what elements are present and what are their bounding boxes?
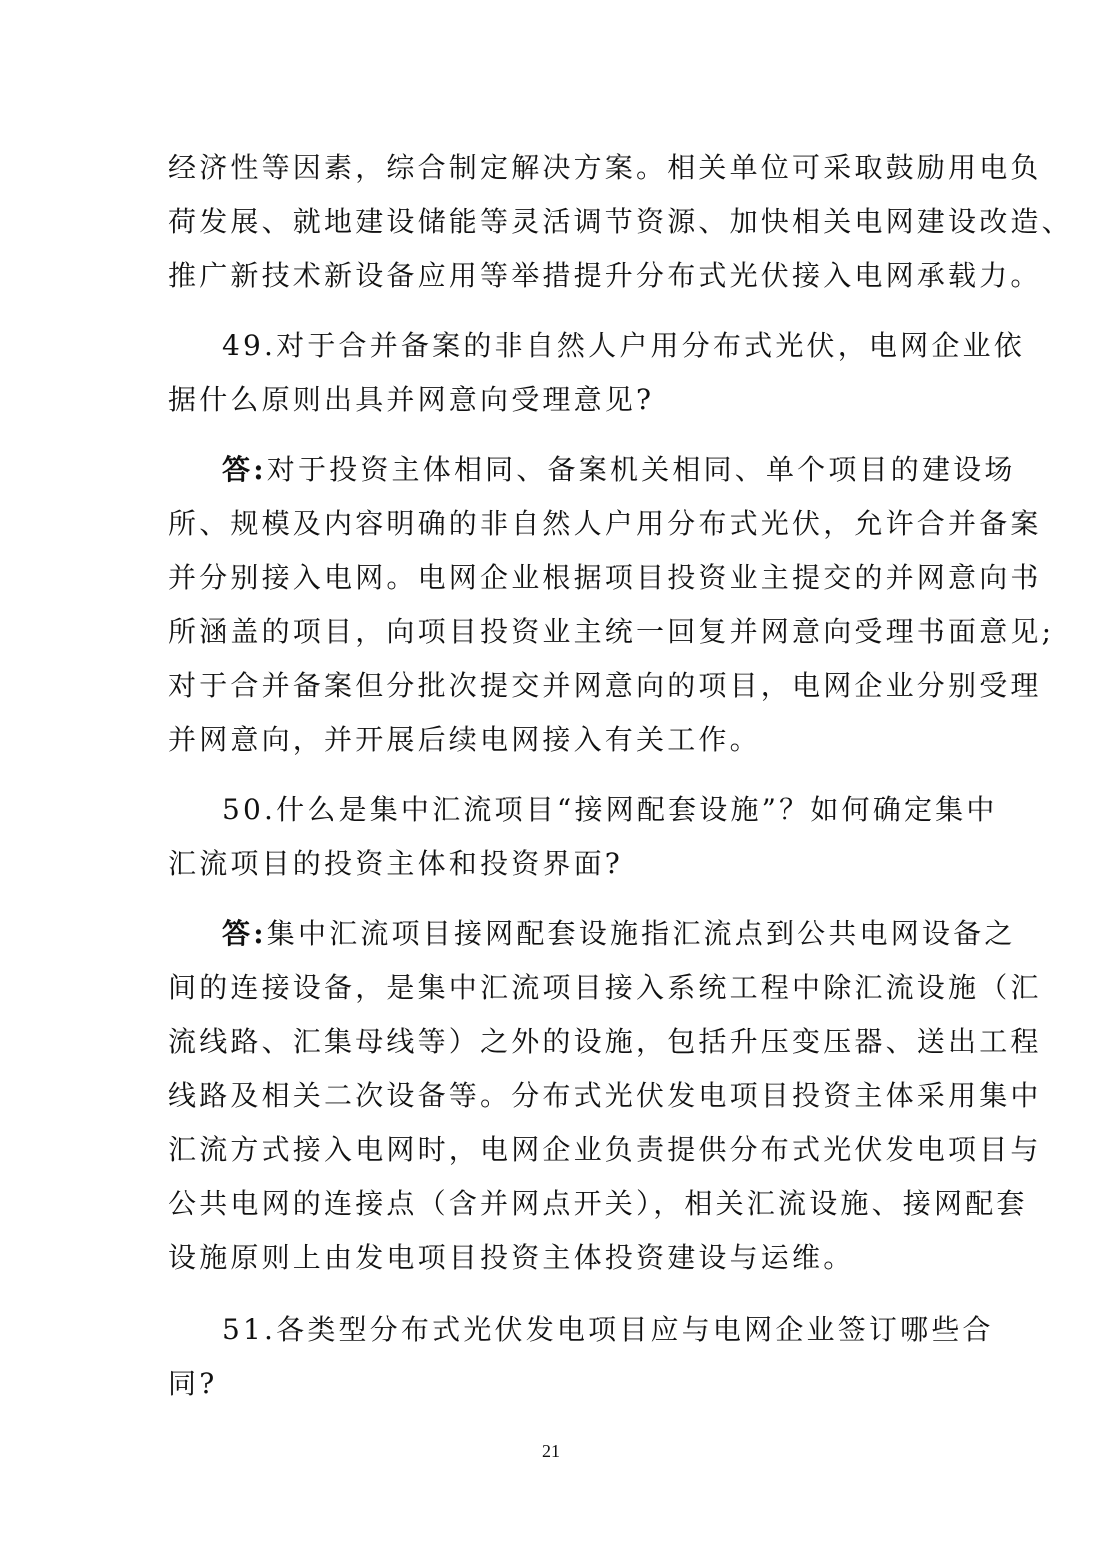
answer-label: 答: xyxy=(222,453,267,486)
answer-50-line: 公共电网的连接点（含并网点开关），相关汇流设施、接网配套 xyxy=(168,1187,1028,1220)
question-49-line: 据什么原则出具并网意向受理意见? xyxy=(168,383,655,416)
answer-49-text: 对于投资主体相同、备案机关相同、单个项目的建设场 xyxy=(266,453,1016,486)
answer-50-line: 汇流方式接入电网时，电网企业负责提供分布式光伏发电项目与 xyxy=(168,1133,1042,1166)
answer-49-line: 并分别接入电网。电网企业根据项目投资业主提交的并网意向书 xyxy=(168,561,1042,594)
answer-label: 答: xyxy=(222,917,267,950)
question-50-line: 汇流项目的投资主体和投资界面? xyxy=(168,847,624,880)
answer-49-line: 所涵盖的项目，向项目投资业主统一回复并网意向受理书面意见; xyxy=(168,615,1055,648)
question-49-line: 49.对于合并备案的非自然人户用分布式光伏，电网企业依 xyxy=(222,329,1025,362)
answer-50-line: 设施原则上由发电项目投资主体投资建设与运维。 xyxy=(168,1241,855,1274)
answer-49-line: 并网意向，并开展后续电网接入有关工作。 xyxy=(168,723,761,756)
body-text-line: 推广新技术新设备应用等举措提升分布式光伏接入电网承载力。 xyxy=(168,259,1042,292)
answer-50-line: 间的连接设备，是集中汇流项目接入系统工程中除汇流设施（汇 xyxy=(168,971,1042,1004)
question-51-line: 51.各类型分布式光伏发电项目应与电网企业签订哪些合 xyxy=(222,1313,994,1346)
answer-50-text: 集中汇流项目接网配套设施指汇流点到公共电网设备之 xyxy=(266,917,1016,950)
question-51-line: 同? xyxy=(168,1367,218,1400)
body-text-line: 经济性等因素，综合制定解决方案。相关单位可采取鼓励用电负 xyxy=(168,151,1042,184)
answer-49-line: 所、规模及内容明确的非自然人户用分布式光伏，允许合并备案 xyxy=(168,507,1042,540)
body-text-line: 荷发展、就地建设储能等灵活调节资源、加快相关电网建设改造、 xyxy=(168,205,1073,238)
answer-49-line xyxy=(222,450,1016,490)
answer-50-line: 线路及相关二次设备等。分布式光伏发电项目投资主体采用集中 xyxy=(168,1079,1042,1112)
page-number: 21 xyxy=(542,1441,560,1461)
answer-50-line xyxy=(222,914,1016,954)
answer-50-line: 流线路、汇集母线等）之外的设施，包括升压变压器、送出工程 xyxy=(168,1025,1042,1058)
question-50-line: 50.什么是集中汇流项目“接网配套设施”？如何确定集中 xyxy=(222,793,998,826)
answer-49-line: 对于合并备案但分批次提交并网意向的项目，电网企业分别受理 xyxy=(168,669,1042,702)
